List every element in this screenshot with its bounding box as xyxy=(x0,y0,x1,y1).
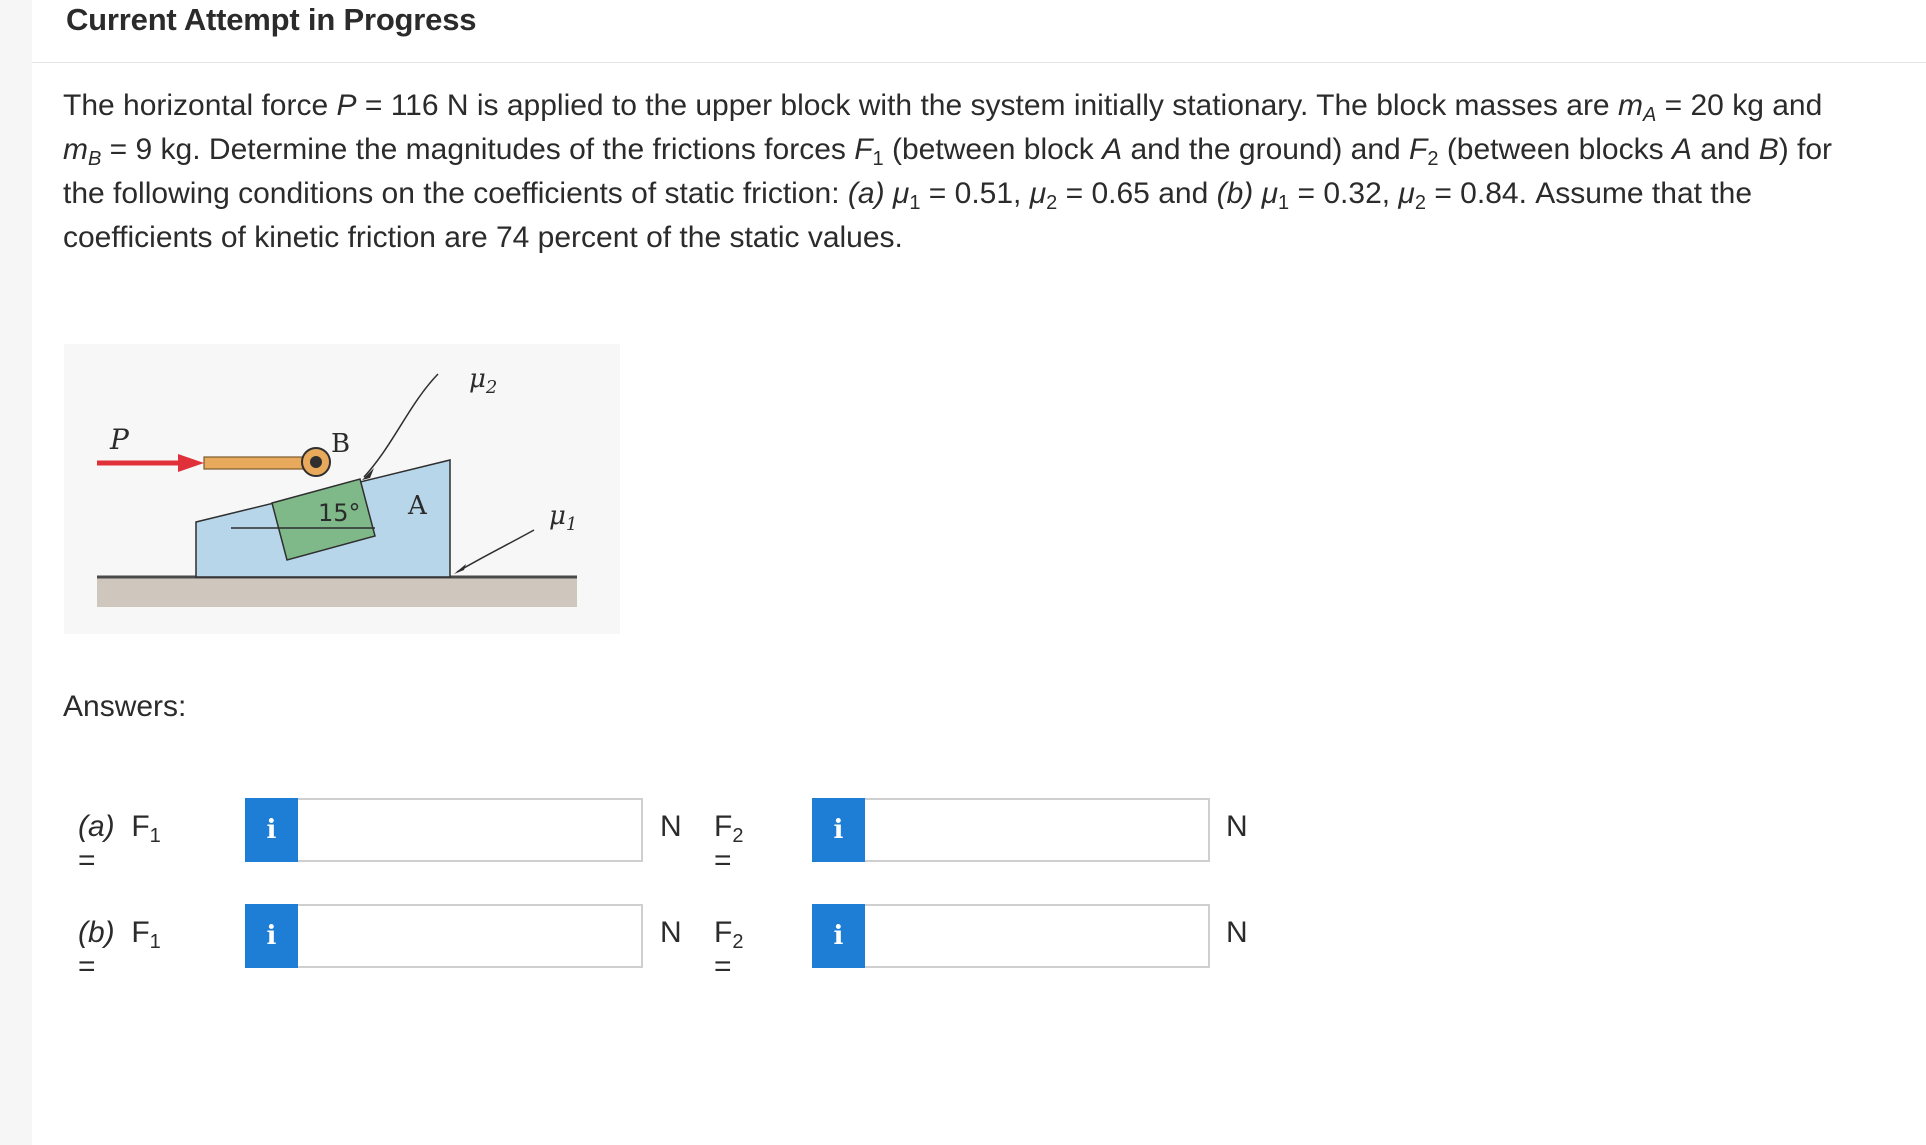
label-p: P xyxy=(110,423,129,456)
part-a-f1-label: (a) $F_1$ = xyxy=(78,810,161,877)
part-b-f1-label: (b) $F_1$ = xyxy=(78,916,161,983)
input-b-f1[interactable] xyxy=(298,904,643,968)
page-header xyxy=(32,0,1926,63)
input-a-f2[interactable] xyxy=(865,798,1210,862)
problem-figure xyxy=(64,344,620,634)
input-b-f2[interactable] xyxy=(865,904,1210,968)
mu1-label: $\mu_1$ xyxy=(549,501,578,535)
left-gutter xyxy=(0,0,32,1145)
info-button-b-f1[interactable]: i xyxy=(245,904,298,968)
info-button-a-f1[interactable]: i xyxy=(245,798,298,862)
mu1-leader-head xyxy=(454,564,466,574)
mu2-leader xyxy=(364,374,438,477)
ground xyxy=(97,577,577,607)
page-title: Current Attempt in Progress xyxy=(66,2,477,37)
info-button-b-f2[interactable]: i xyxy=(812,904,865,968)
unit-a-f1: N xyxy=(660,810,682,843)
push-rod xyxy=(204,457,304,469)
info-button-a-f2[interactable]: i xyxy=(812,798,865,862)
angle-label: 15° xyxy=(318,499,361,527)
mu2-label: $\mu_2$ xyxy=(469,364,498,398)
label-a: A xyxy=(408,491,427,521)
problem-statement: The horizontal force P = 116 N is applied to the upper block with the system initially stationary. The block masses are $m_A = 20$ kg and $m_B = 9$ kg. Determine the magnitudes of the frictions forces $F_1$ (between block A and the ground) and $F_2$ (between blocks A and B) for the following conditions on the coefficients of static friction: (a) $\mu_1 = 0.51$, $\mu_2 = 0.65$ and (b) $\mu_1 = 0.32$, $\mu_2 = 0.84$. Assume that the coefficients of kinetic friction are 74 percent of the static values. xyxy=(63,89,1833,254)
part-a-f2-label: $F_2$ = xyxy=(714,810,744,877)
force-arrowhead xyxy=(178,454,204,472)
mu2-leader-head xyxy=(362,468,374,480)
answers-label: Answers: xyxy=(63,690,187,723)
input-a-f1[interactable] xyxy=(298,798,643,862)
part-b-f2-label: $F_2$ = xyxy=(714,916,744,983)
pin-center xyxy=(310,456,322,468)
label-b: B xyxy=(331,429,351,459)
unit-b-f2: N xyxy=(1226,916,1248,949)
block-diagram xyxy=(64,344,620,634)
unit-a-f2: N xyxy=(1226,810,1248,843)
unit-b-f1: N xyxy=(660,916,682,949)
mu1-leader xyxy=(457,530,534,572)
